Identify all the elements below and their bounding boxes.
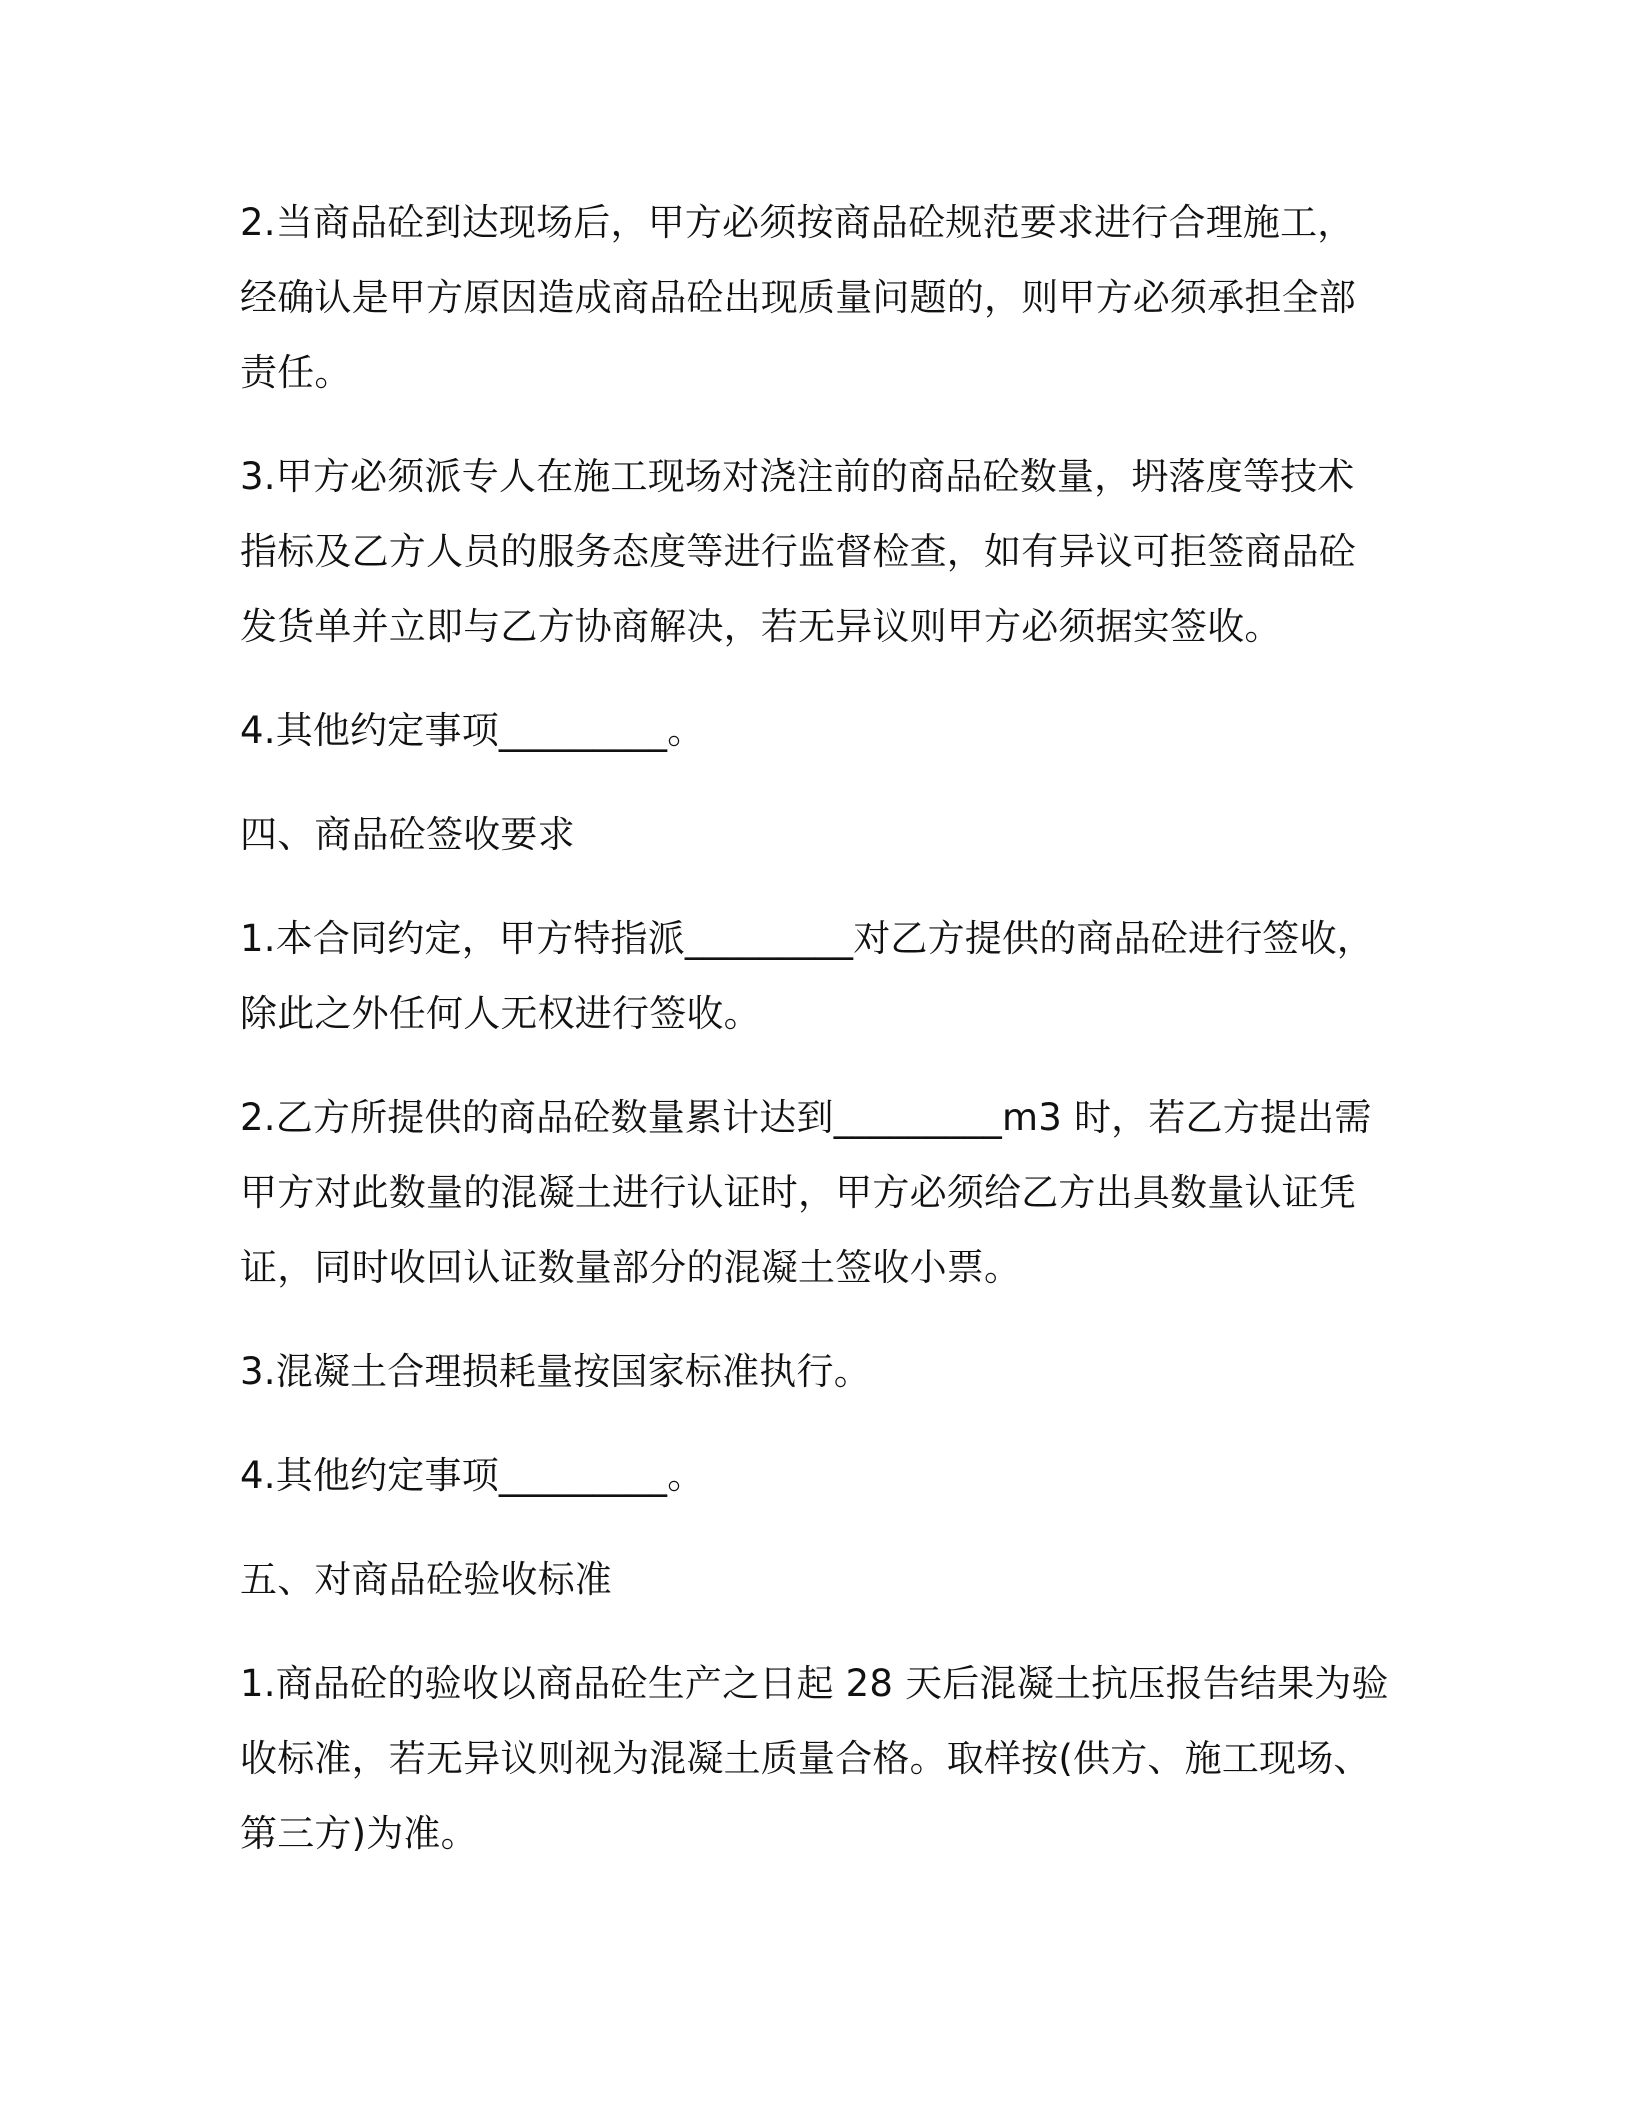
paragraph-gap: [240, 1409, 1400, 1438]
section-heading: 四、商品砼签收要求: [240, 813, 575, 856]
text-line: 4.其他约定事项_________。: [240, 1454, 705, 1497]
paragraph-2-quantity-certification: [240, 1080, 1400, 1305]
text-line: 3.甲方必须派专人在施工现场对浇注前的商品砼数量，坍落度等技术: [240, 455, 1355, 498]
text-line: 责任。: [240, 351, 352, 394]
paragraph-gap: [240, 1617, 1400, 1646]
text-line: 4.其他约定事项_________。: [240, 709, 705, 752]
paragraph-4-other-matters: [240, 1438, 1400, 1513]
paragraph-gap: [240, 768, 1400, 797]
paragraph-gap: [240, 1051, 1400, 1080]
paragraph-1-sign-receipt: [240, 901, 1400, 1051]
text-line: 发货单并立即与乙方协商解决，若无异议则甲方必须据实签收。: [240, 605, 1282, 648]
text-line: 甲方对此数量的混凝土进行认证时，甲方必须给乙方出具数量认证凭: [240, 1171, 1356, 1214]
paragraph-gap: [240, 872, 1400, 901]
paragraph-3-supervision: [240, 439, 1400, 664]
text-line: 经确认是甲方原因造成商品砼出现质量问题的，则甲方必须承担全部: [240, 276, 1356, 319]
paragraph-3-loss-standard: [240, 1334, 1400, 1409]
text-line: 收标准，若无异议则视为混凝土质量合格。取样按(供方、施工现场、: [240, 1737, 1371, 1780]
text-line: 2.乙方所提供的商品砼数量累计达到_________m3 时，若乙方提出需: [240, 1096, 1372, 1139]
paragraph-gap: [240, 1513, 1400, 1542]
text-line: 1.本合同约定，甲方特指派_________对乙方提供的商品砼进行签收，: [240, 917, 1374, 960]
paragraph-1-acceptance-standard: [240, 1646, 1400, 1871]
paragraph-2-concrete-arrival: [240, 185, 1400, 410]
paragraph-gap: [240, 1305, 1400, 1334]
text-line: 除此之外任何人无权进行签收。: [240, 992, 761, 1035]
section-heading: 五、对商品砼验收标准: [240, 1558, 612, 1601]
text-line: 证，同时收回认证数量部分的混凝土签收小票。: [240, 1246, 1022, 1289]
paragraph-gap: [240, 410, 1400, 439]
text-line: 2.当商品砼到达现场后，甲方必须按商品砼规范要求进行合理施工，: [240, 201, 1355, 244]
text-line: 第三方)为准。: [240, 1812, 478, 1855]
section-heading-5: [240, 1542, 1400, 1617]
text-line: 指标及乙方人员的服务态度等进行监督检查，如有异议可拒签商品砼: [240, 530, 1356, 573]
paragraph-4-other-matters: [240, 693, 1400, 768]
document-body: [240, 185, 1400, 1871]
paragraph-gap: [240, 664, 1400, 693]
text-line: 3.混凝土合理损耗量按国家标准执行。: [240, 1350, 871, 1393]
section-heading-4: [240, 797, 1400, 872]
text-line: 1.商品砼的验收以商品砼生产之日起 28 天后混凝土抗压报告结果为验: [240, 1662, 1389, 1705]
